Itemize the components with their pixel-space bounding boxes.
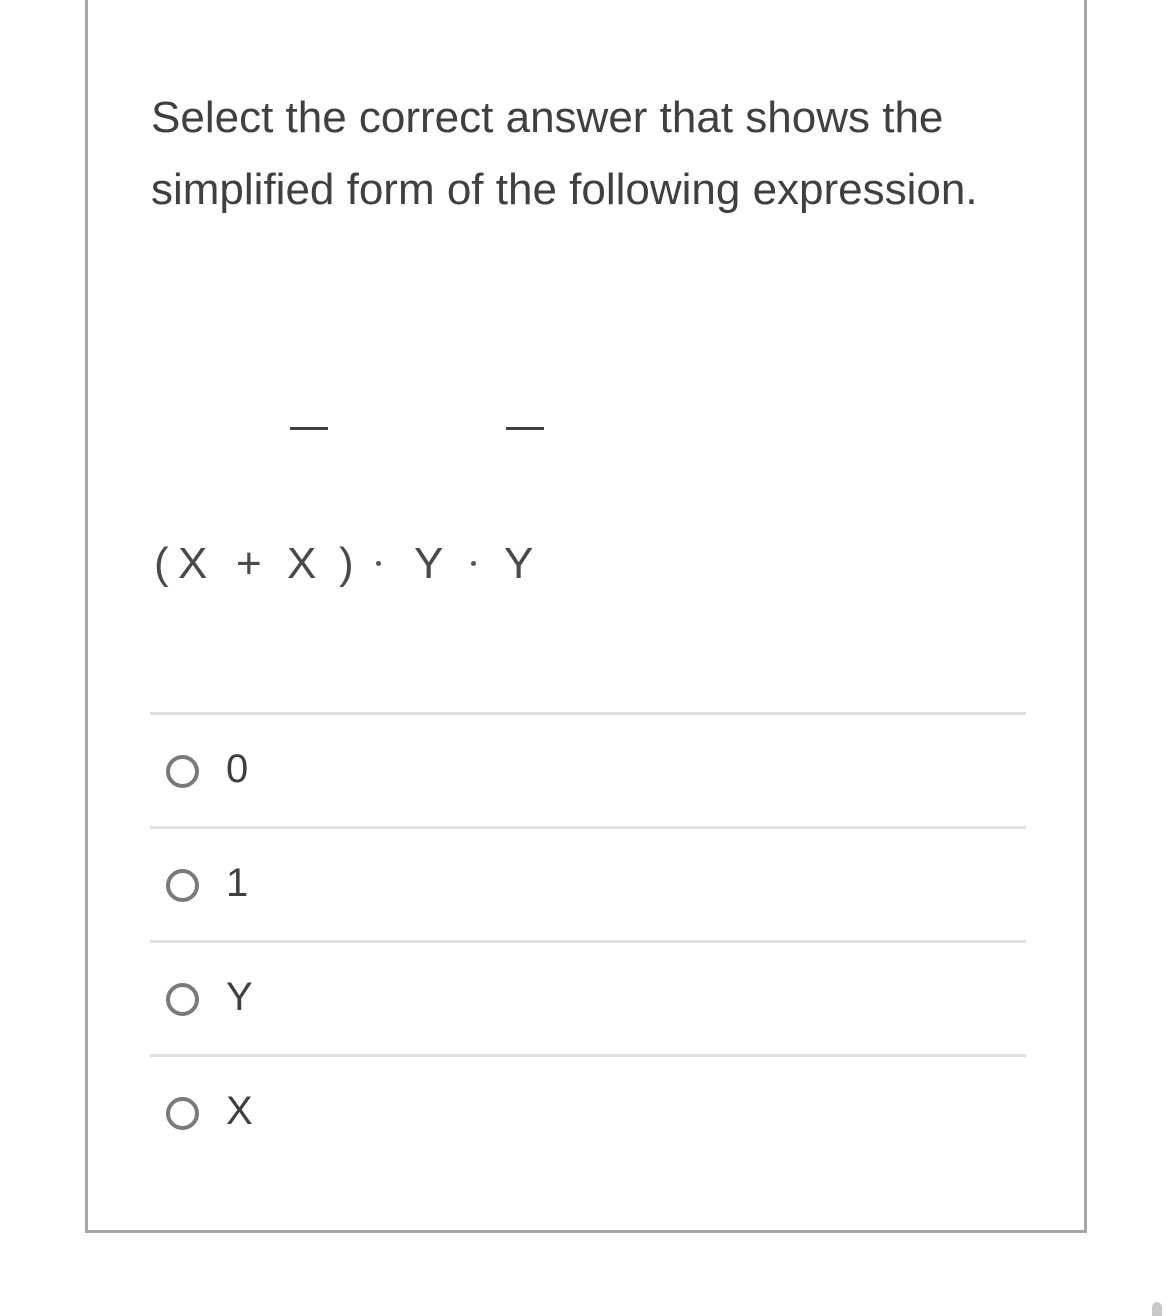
radio-button[interactable] [166,983,199,1016]
expression-dot [376,561,381,566]
answer-option-label: 1 [226,861,249,905]
question-text: Select the correct answer that shows the simplified form of the following expression. [151,93,978,214]
answer-option[interactable] [150,712,1026,826]
expression-open-paren: ( [154,539,169,588]
expression-y-complement: Y [414,539,444,588]
radio-button[interactable] [166,755,199,788]
expression-close-paren: ) [339,539,354,588]
overbar-y [506,427,544,430]
question-card [85,0,1087,1233]
expression-dot [471,561,476,566]
expression-x-complement: X [287,539,317,588]
radio-button[interactable] [166,869,199,902]
expression-plus: + [236,539,262,588]
answer-option[interactable] [150,940,1026,1054]
expression [88,0,1084,696]
answer-options [150,712,1026,1168]
scroll-indicator [1152,1302,1162,1316]
answer-option-label: Y [226,975,253,1019]
answer-option-label: 0 [226,747,249,791]
overbar-x [290,427,328,430]
answer-option[interactable] [150,1054,1026,1168]
answer-option-label: X [226,1089,253,1133]
expression-x: X [178,539,208,588]
expression-y: Y [504,539,534,588]
answer-option[interactable] [150,826,1026,940]
radio-button[interactable] [166,1097,199,1130]
